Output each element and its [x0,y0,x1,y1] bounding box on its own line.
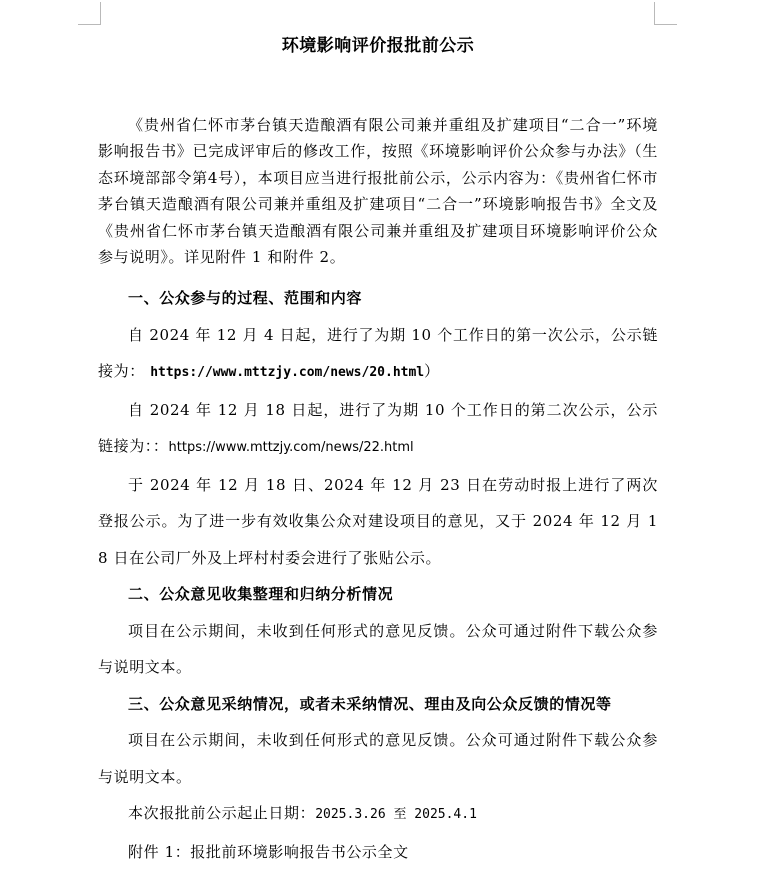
first-notice-paragraph [98,317,658,392]
page-title: 环境影响评价报批前公示 [281,36,475,56]
section-2-heading: 二、公众意见收集整理和归纳分析情况 [128,585,394,604]
newspaper-notice-paragraph: 于 2024 年 12 月 18 日、2024 年 12 月 23 日在劳动时报上进行了两次登报公示。为了进一步有效收集公众对建设项目的意见，又于 2024 年 12 月 18 日在公司厂外及上坪村村委会进行了张贴公示。 [98,475,658,567]
second-notice-text: 自 2024 年 12 月 18 日起，进行了为期 10 个工作日的第二次公示，公示链接为：： [98,400,659,456]
second-notice-link[interactable]: https://www.mttzjy.com/news/22.html [168,440,414,456]
crop-mark-top-right [654,2,677,25]
publicity-period-value: 2025.3.26 至 2025.4.1 [315,807,477,823]
second-notice-paragraph [98,392,658,467]
document-body[interactable] [98,28,658,870]
first-notice-link[interactable]: https://www.mttzjy.com/news/20.html [150,365,425,381]
section-2-body: 项目在公示期间，未收到任何形式的意见反馈。公众可通过附件下载公众参与说明文本。 [98,621,658,677]
intro-paragraph: 《贵州省仁怀市茅台镇天造酿酒有限公司兼并重组及扩建项目“二合一”环境影响报告书》已完成评审后的修改工作，按照《环境影响评价公众参与办法》（生态环境部部令第4号），本项目应当进行报批前公示，公示内容为：《贵州省仁怀市茅台镇天造酿酒有限公司兼并重组及扩建项目“二合一”环境影响报告书》全文及《贵州省仁怀市茅台镇天造酿酒有限公司兼并重组及扩建项目环境影响评价公众参与说明》。详见附件 1 和附件 2。 [98,116,658,267]
section-3-heading: 三、公众意见采纳情况，或者未采纳情况、理由及向公众反馈的情况等 [128,694,612,713]
first-notice-text: 自 2024 年 12 月 4 日起，进行了为期 10 个工作日的第一次公示，公示链接为： [98,325,658,381]
section-3-body: 项目在公示期间，未收到任何形式的意见反馈。公众可通过附件下载公众参与说明文本。 [98,731,658,786]
publicity-period-label: 本次报批前公示起止日期： [128,804,316,823]
attachment-1[interactable]: 附件 1：报批前环境影响报告书公示全文 [128,842,409,861]
publicity-period [98,795,658,834]
first-notice-end: ） [424,362,440,381]
section-1-heading: 一、公众参与的过程、范围和内容 [128,289,363,308]
crop-mark-top-left [78,2,101,25]
